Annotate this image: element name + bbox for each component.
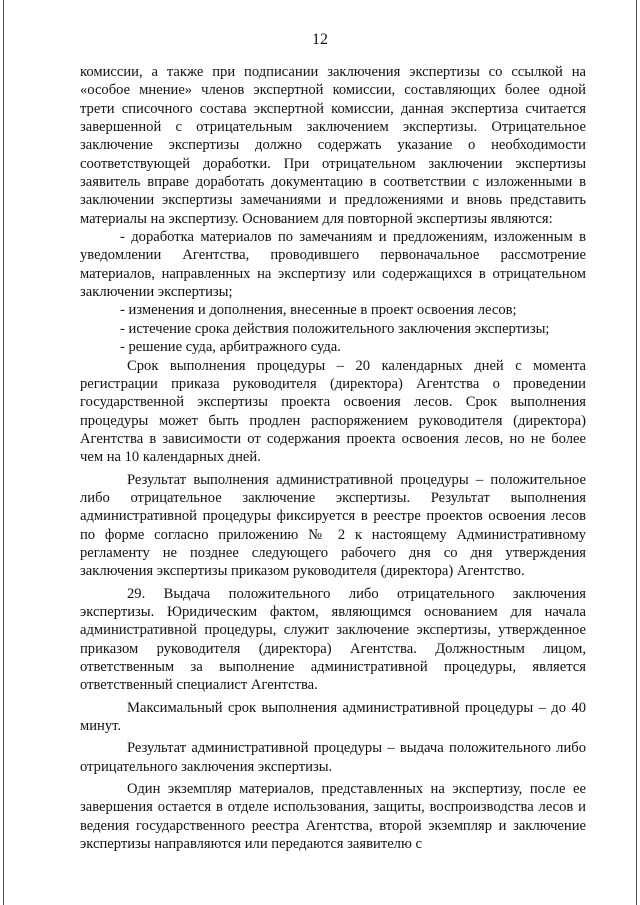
paragraph: Результат выполнения административной процедуры – положительное либо отрицательное заключение экспертизы. Результат выполнения административной процедуры фиксируется в реестре проектов освоения лесов по форме согласно приложению № 2 к настоящему Административному регламенту не позднее следующего рабочего дня со дня утверждения заключения экспертизы приказом руководителя (директора) Агентство. <box>80 471 586 580</box>
document-body <box>80 63 586 853</box>
paragraph: 29. Выдача положительного либо отрицательного заключения экспертизы. Юридическим фактом, являющимся основанием для начала административной процедуры, служит заключение экспертизы, утвержденное приказом руководителя (директора) Агентства. Должностным лицом, ответственным за выполнение административной процедуры, является ответственный специалист Агентства. <box>80 585 586 694</box>
paragraph: комиссии, а также при подписании заключения экспертизы со ссылкой на «особое мнение» членов экспертной комиссии, составляющих более одной трети списочного состава экспертной комиссии, данная экспертиза считается завершенной с отрицательным заключением экспертизы. Отрицательное заключение экспертизы должно содержать указание о необходимости соответствующей доработки. При отрицательном заключении экспертизы заявитель вправе доработать документацию в соответствии с изложенными в заключении экспертизы замечаниями и предложениями и вновь представить материалы на экспертизу. Основанием для повторной экспертизы являются: <box>80 64 586 227</box>
list-item: - истечение срока действия положительного заключения экспертизы; <box>120 320 550 337</box>
list-item: - решение суда, арбитражного суда. <box>120 339 341 356</box>
scan-edge-left <box>3 0 4 905</box>
paragraph: Результат административной процедуры – выдача положительного либо отрицательного заключения экспертизы. <box>80 740 586 775</box>
scan-edge-right <box>636 0 637 905</box>
list-item: - доработка материалов по замечаниям и предложениям, изложенным в уведомлении Агентства, проводившего первоначальное рассмотрение материалов, направленных на экспертизу или содержащихся в отрицательном заключении экспертизы; <box>80 229 586 301</box>
paragraph: Один экземпляр материалов, представленных на экспертизу, после ее завершения остается в отделе использования, защиты, воспроизводства лесов и ведения государственного реестра Агентства, второй экземпляр и заключение экспертизы направляются или передаются заявителю с <box>80 781 586 853</box>
page-number: 12 <box>312 31 328 48</box>
list-item: - изменения и дополнения, внесенные в проект освоения лесов; <box>120 302 517 319</box>
paragraph: Максимальный срок выполнения административной процедуры – до 40 минут. <box>80 699 586 735</box>
paragraph: Срок выполнения процедуры – 20 календарных дней с момента регистрации приказа руководителя (директора) Агентства о проведении государственной экспертизы проекта освоения лесов. Срок выполнения процедуры может быть продлен распоряжением руководителя (директора) Агентства в зависимости от содержания проекта освоения лесов, но не более чем на 10 календарных дней. <box>80 357 586 466</box>
